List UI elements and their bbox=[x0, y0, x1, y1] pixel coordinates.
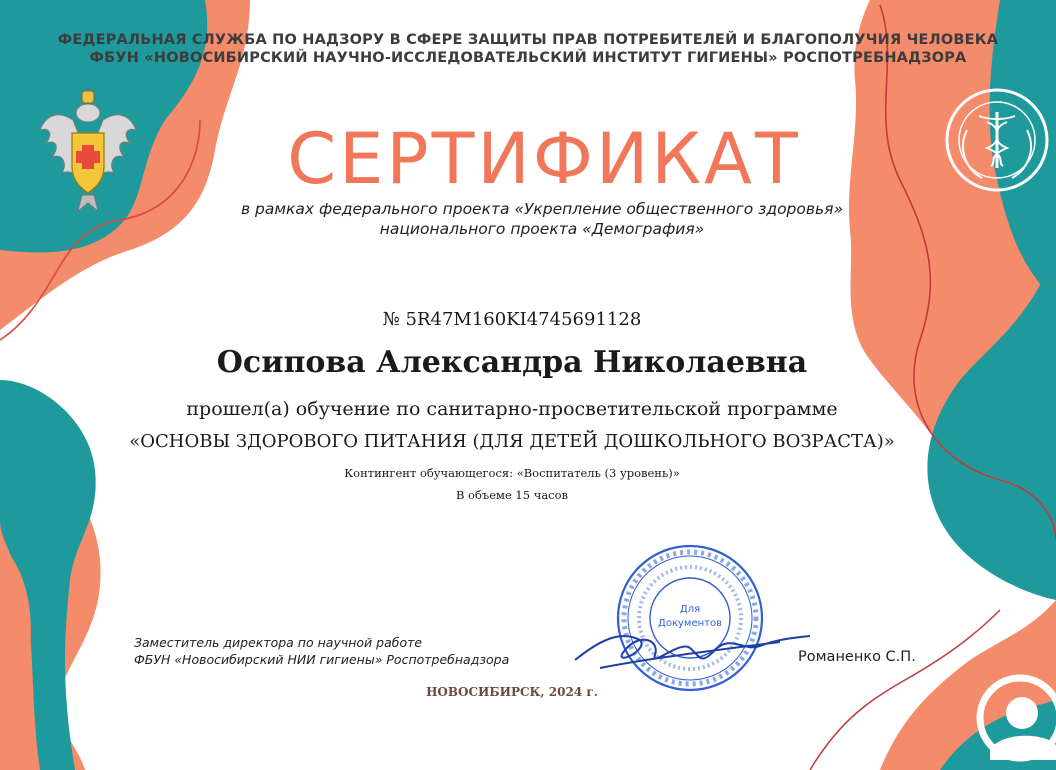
recipient-name: Осипова Александра Николаевна bbox=[216, 345, 808, 380]
volume-text: В объеме 15 часов bbox=[455, 488, 569, 502]
stamp-center-label-2: Документов bbox=[658, 618, 722, 629]
certificate-title: СЕРТИФИКАТ bbox=[287, 118, 801, 200]
signer-name: Романенко С.П. bbox=[798, 649, 916, 665]
handwritten-signature bbox=[575, 636, 810, 668]
signer-position-line-2: ФБУН «Новосибирский НИИ гигиены» Роспотребнадзора bbox=[134, 652, 510, 667]
completion-text: прошел(а) обучение по санитарно-просветительской программе bbox=[186, 398, 838, 420]
program-title: «ОСНОВЫ ЗДОРОВОГО ПИТАНИЯ (ДЛЯ ДЕТЕЙ ДОШКОЛЬНОГО ВОЗРАСТА)» bbox=[129, 431, 895, 452]
signer-position bbox=[134, 634, 509, 668]
contingent-text: Контингент обучающегося: «Воспитатель (3 уровень)» bbox=[344, 466, 680, 480]
signer-position-line-1: Заместитель директора по научной работе bbox=[134, 635, 423, 650]
certificate-number: № 5R47M160KI4745691128 bbox=[382, 309, 642, 330]
header-line-1: ФЕДЕРАЛЬНАЯ СЛУЖБА ПО НАДЗОРУ В СФЕРЕ ЗАЩИТЫ ПРАВ ПОТРЕБИТЕЛЕЙ И БЛАГОПОЛУЧИЯ ЧЕЛОВЕКА bbox=[57, 32, 999, 48]
header-line-2: ФБУН «НОВОСИБИРСКИЙ НАУЧНО-ИССЛЕДОВАТЕЛЬСКИЙ ИНСТИТУТ ГИГИЕНЫ» РОСПОТРЕБНАДЗОРА bbox=[89, 50, 967, 66]
official-stamp bbox=[618, 546, 762, 690]
stamp-center-label-1: Для bbox=[679, 604, 701, 615]
city-year: НОВОСИБИРСК, 2024 г. bbox=[426, 685, 598, 699]
project-line-1: в рамках федерального проекта «Укрепление общественного здоровья» bbox=[240, 200, 844, 218]
person-icon-head bbox=[1006, 697, 1038, 729]
project-line-2: национального проекта «Демография» bbox=[379, 220, 705, 238]
